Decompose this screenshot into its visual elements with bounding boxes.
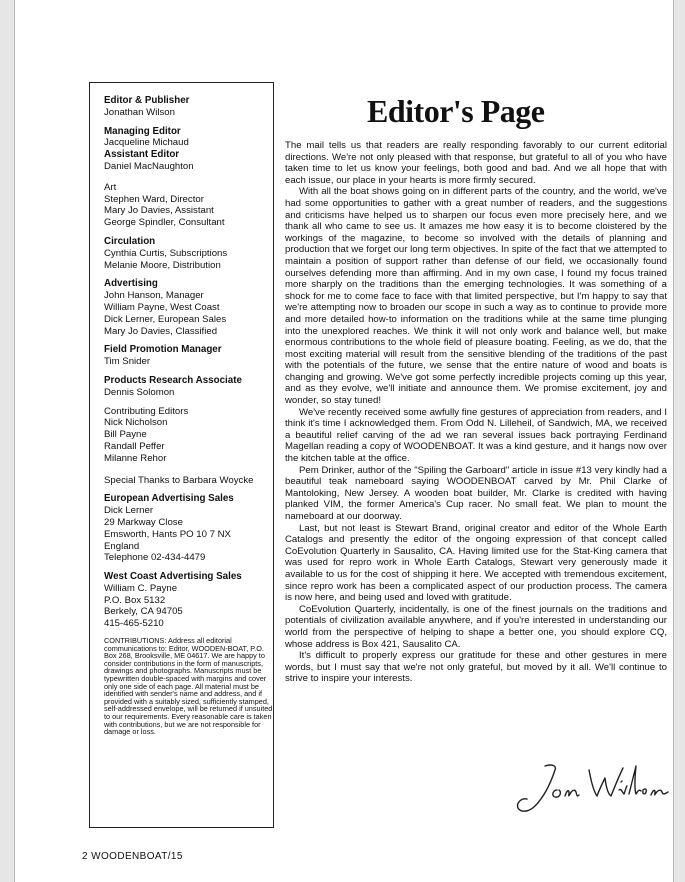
masthead-name: Dick Lerner [104, 505, 154, 517]
masthead-art [104, 182, 273, 229]
masthead-name: Randall Peffer [104, 440, 165, 452]
masthead-name: John Hanson, Manager [104, 290, 204, 302]
article-paragraph: We've recently received some awfully fine gestures of appreciation from readers, and I think it's time I acknowledged them. From Odd N. Lilleheil, of Sandwich, MA, we received a beautiful relief carving of the ad we ran several issues back portraying Ferdinand Magellan reading a copy of WOODENBOAT. It was a kind gesture, and it hangs now over the kitchen table at the office. [285, 406, 667, 465]
article-paragraph: With all the boat shows going on in different parts of the country, and the world, we've had some opportunities to gather with a great number of readers, and the suggestions and criticisms have helped us to sharpen our focus even more precisely here, and we thank all who came to see us. It amazes me how easy it is to become cloistered by the workings of the magazine, to become so involved with the details of planning and production that we forget our long term objectives. In spite of the fact that we attempted to maintain a position of support rather than defense of our field, we occasionally found ourselves defending more than affirming. And in my own case, I found my focus trained more sharply on the traditions than the emerging technologies. It was something of a shock for me to come face to face with that limited perspective, but I'm happy to say that we're attempting now to broaden our scope in such a way as to continue to provide more and more detailed how-to information on the traditions while at the same time plunging into the unexplored reaches. We think it will not only work and balance well, but make enormous contributions to the whole field of pleasure boating. Feeling, as we do, that the most exciting material will result from the sensitive blending of the traditions of the past with the potentials of the future, we sense that the entire nature of wood and boats is changing and growing. We've got some perfectly incredible projects coming up this year, and as they evolve, we'll initiate and announce them. We promise excitement, joy and wonder, so stay tuned! [285, 186, 667, 407]
masthead-european-sales [104, 493, 273, 564]
masthead-heading: West Coast Advertising Sales [104, 571, 242, 583]
article-paragraph: It's difficult to properly express our gratitude for these and other gestures in mere words, but I must say that we're not only grateful, but moved by it all. We'll continue to strive to inspire your interests. [285, 650, 667, 685]
masthead-heading: Advertising [104, 278, 158, 290]
masthead-box [89, 82, 274, 828]
masthead-name: Dennis Solomon [104, 386, 175, 398]
masthead-name: Milanne Rehor [104, 452, 167, 464]
contributions-notice: CONTRIBUTIONS: Address all editorial communications to: Editor, WOODEN-BOAT, P.O. Box 268, Brooksville, ME 04617. We are happy to consider contributions in the form of manuscripts, drawings and photographs. Manuscripts must be typewritten double-spaced with margins and cover only one side of each page. All material must be identified with sender's name and address, and if provided with a suitably sized, sufficiently stamped, self-addressed envelope, will be returned if unsuited to our requirements. Every reasonable care is taken with contributions, but we are not responsible for damage or loss. [104, 636, 273, 737]
article-paragraph: Pem Drinker, author of the "Spiling the Garboard" article in issue #13 very kindly had a beautiful teak nameboard saying WOODENBOAT carved by Mr. Phil Clarke of Mantoloking, New Jersey. A wooden boat builder, Mr. Clarke is credited with having planked VIM, the former America's Cup racer. No small feat. We plan to mount the nameboard at our doorway. [285, 464, 667, 522]
masthead-heading: Managing Editor [104, 125, 181, 137]
page-folio: 2 WOODENBOAT/15 [82, 851, 183, 862]
masthead-name: Nick Nicholson [104, 417, 168, 429]
masthead-name: William C. Payne [104, 582, 178, 594]
masthead-field-promotion [104, 344, 273, 368]
masthead-name: Bill Payne [104, 429, 147, 441]
page-title: Editor's Page [367, 93, 545, 129]
masthead-managing-editor [104, 126, 273, 173]
article-paragraph: The mail tells us that readers are really responding favorably to our current editorial directions. We're not only pleased with that response, but grateful to all of you who have taken time to let us know your feelings, both good and bad. And we all hope that with each issue, our place in your hearts is more firmly secured. [285, 140, 667, 186]
masthead-heading: Products Research Associate [104, 374, 242, 386]
masthead-heading: Contributing Editors [104, 405, 189, 417]
masthead-heading: Field Promotion Manager [104, 344, 222, 356]
article-body [285, 140, 667, 685]
magazine-page [14, 0, 674, 882]
masthead-name: Stephen Ward, Director [104, 193, 204, 205]
masthead-name: Daniel MacNaughton [104, 160, 194, 172]
signature-image [505, 756, 674, 818]
masthead-name: Jacqueline Michaud [104, 137, 189, 149]
masthead-heading: Art [104, 181, 117, 193]
masthead-name: Tim Snider [104, 356, 151, 368]
masthead-address: Berkely, CA 94705 [104, 606, 183, 618]
masthead-name: Jonathan Wilson [104, 106, 175, 118]
masthead-advertising [104, 278, 273, 337]
masthead-products-research [104, 375, 273, 399]
masthead-address: Emsworth, Hants PO 10 7 NX [104, 528, 231, 540]
masthead-special-thanks [104, 475, 273, 487]
masthead-editor-publisher [104, 95, 273, 119]
masthead-circulation [104, 236, 273, 271]
masthead-name: Mary Jo Davies, Assistant [104, 205, 214, 217]
masthead-phone: Telephone 02-434-4479 [104, 552, 206, 564]
masthead-name: George Spindler, Consultant [104, 217, 225, 229]
masthead-contributing-editors [104, 406, 273, 465]
article-paragraph: Last, but not least is Stewart Brand, original creator and editor of the Whole Earth Catalogs and presently the editor of the ongoing expression of that concept called CoEvolution Quarterly in Sausalito, CA. Having limited use for the Stat-King camera that was used for repro work in Whole Earth Catalogs, Stewart very generously made it available to us for the cost of shipping it here. We accepted with tremendous excitement, since repro work has been a complicated aspect of our production process. The camera is now here, and being used and loved with gratitude. [285, 522, 667, 604]
masthead-address: 29 Markway Close [104, 516, 183, 528]
masthead-heading: Editor & Publisher [104, 95, 190, 106]
masthead-heading: Assistant Editor [104, 149, 180, 161]
masthead-name: Dick Lerner, European Sales [104, 313, 227, 325]
masthead-name: Mary Jo Davies, Classified [104, 325, 218, 337]
article-paragraph: CoEvolution Quarterly, incidentally, is one of the finest journals on the traditions and potentials of civilization available anywhere, and if you're interested in understanding our world from the perspective of helping to shape a better one, you should explore CQ, whose address is Box 421, Sausalito CA. [285, 603, 667, 650]
masthead-name: Melanie Moore, Distribution [104, 259, 221, 271]
masthead-name: Cynthia Curtis, Subscriptions [104, 247, 228, 259]
masthead-address: England [104, 540, 140, 552]
masthead-address: P.O. Box 5132 [104, 594, 166, 606]
masthead-west-coast-sales [104, 571, 273, 630]
masthead-heading: European Advertising Sales [104, 493, 234, 505]
masthead-name: William Payne, West Coast [104, 301, 220, 313]
special-thanks-text: Special Thanks to Barbara Woycke [104, 474, 254, 486]
masthead-heading: Circulation [104, 235, 156, 247]
masthead-phone: 415-465-5210 [104, 618, 164, 630]
